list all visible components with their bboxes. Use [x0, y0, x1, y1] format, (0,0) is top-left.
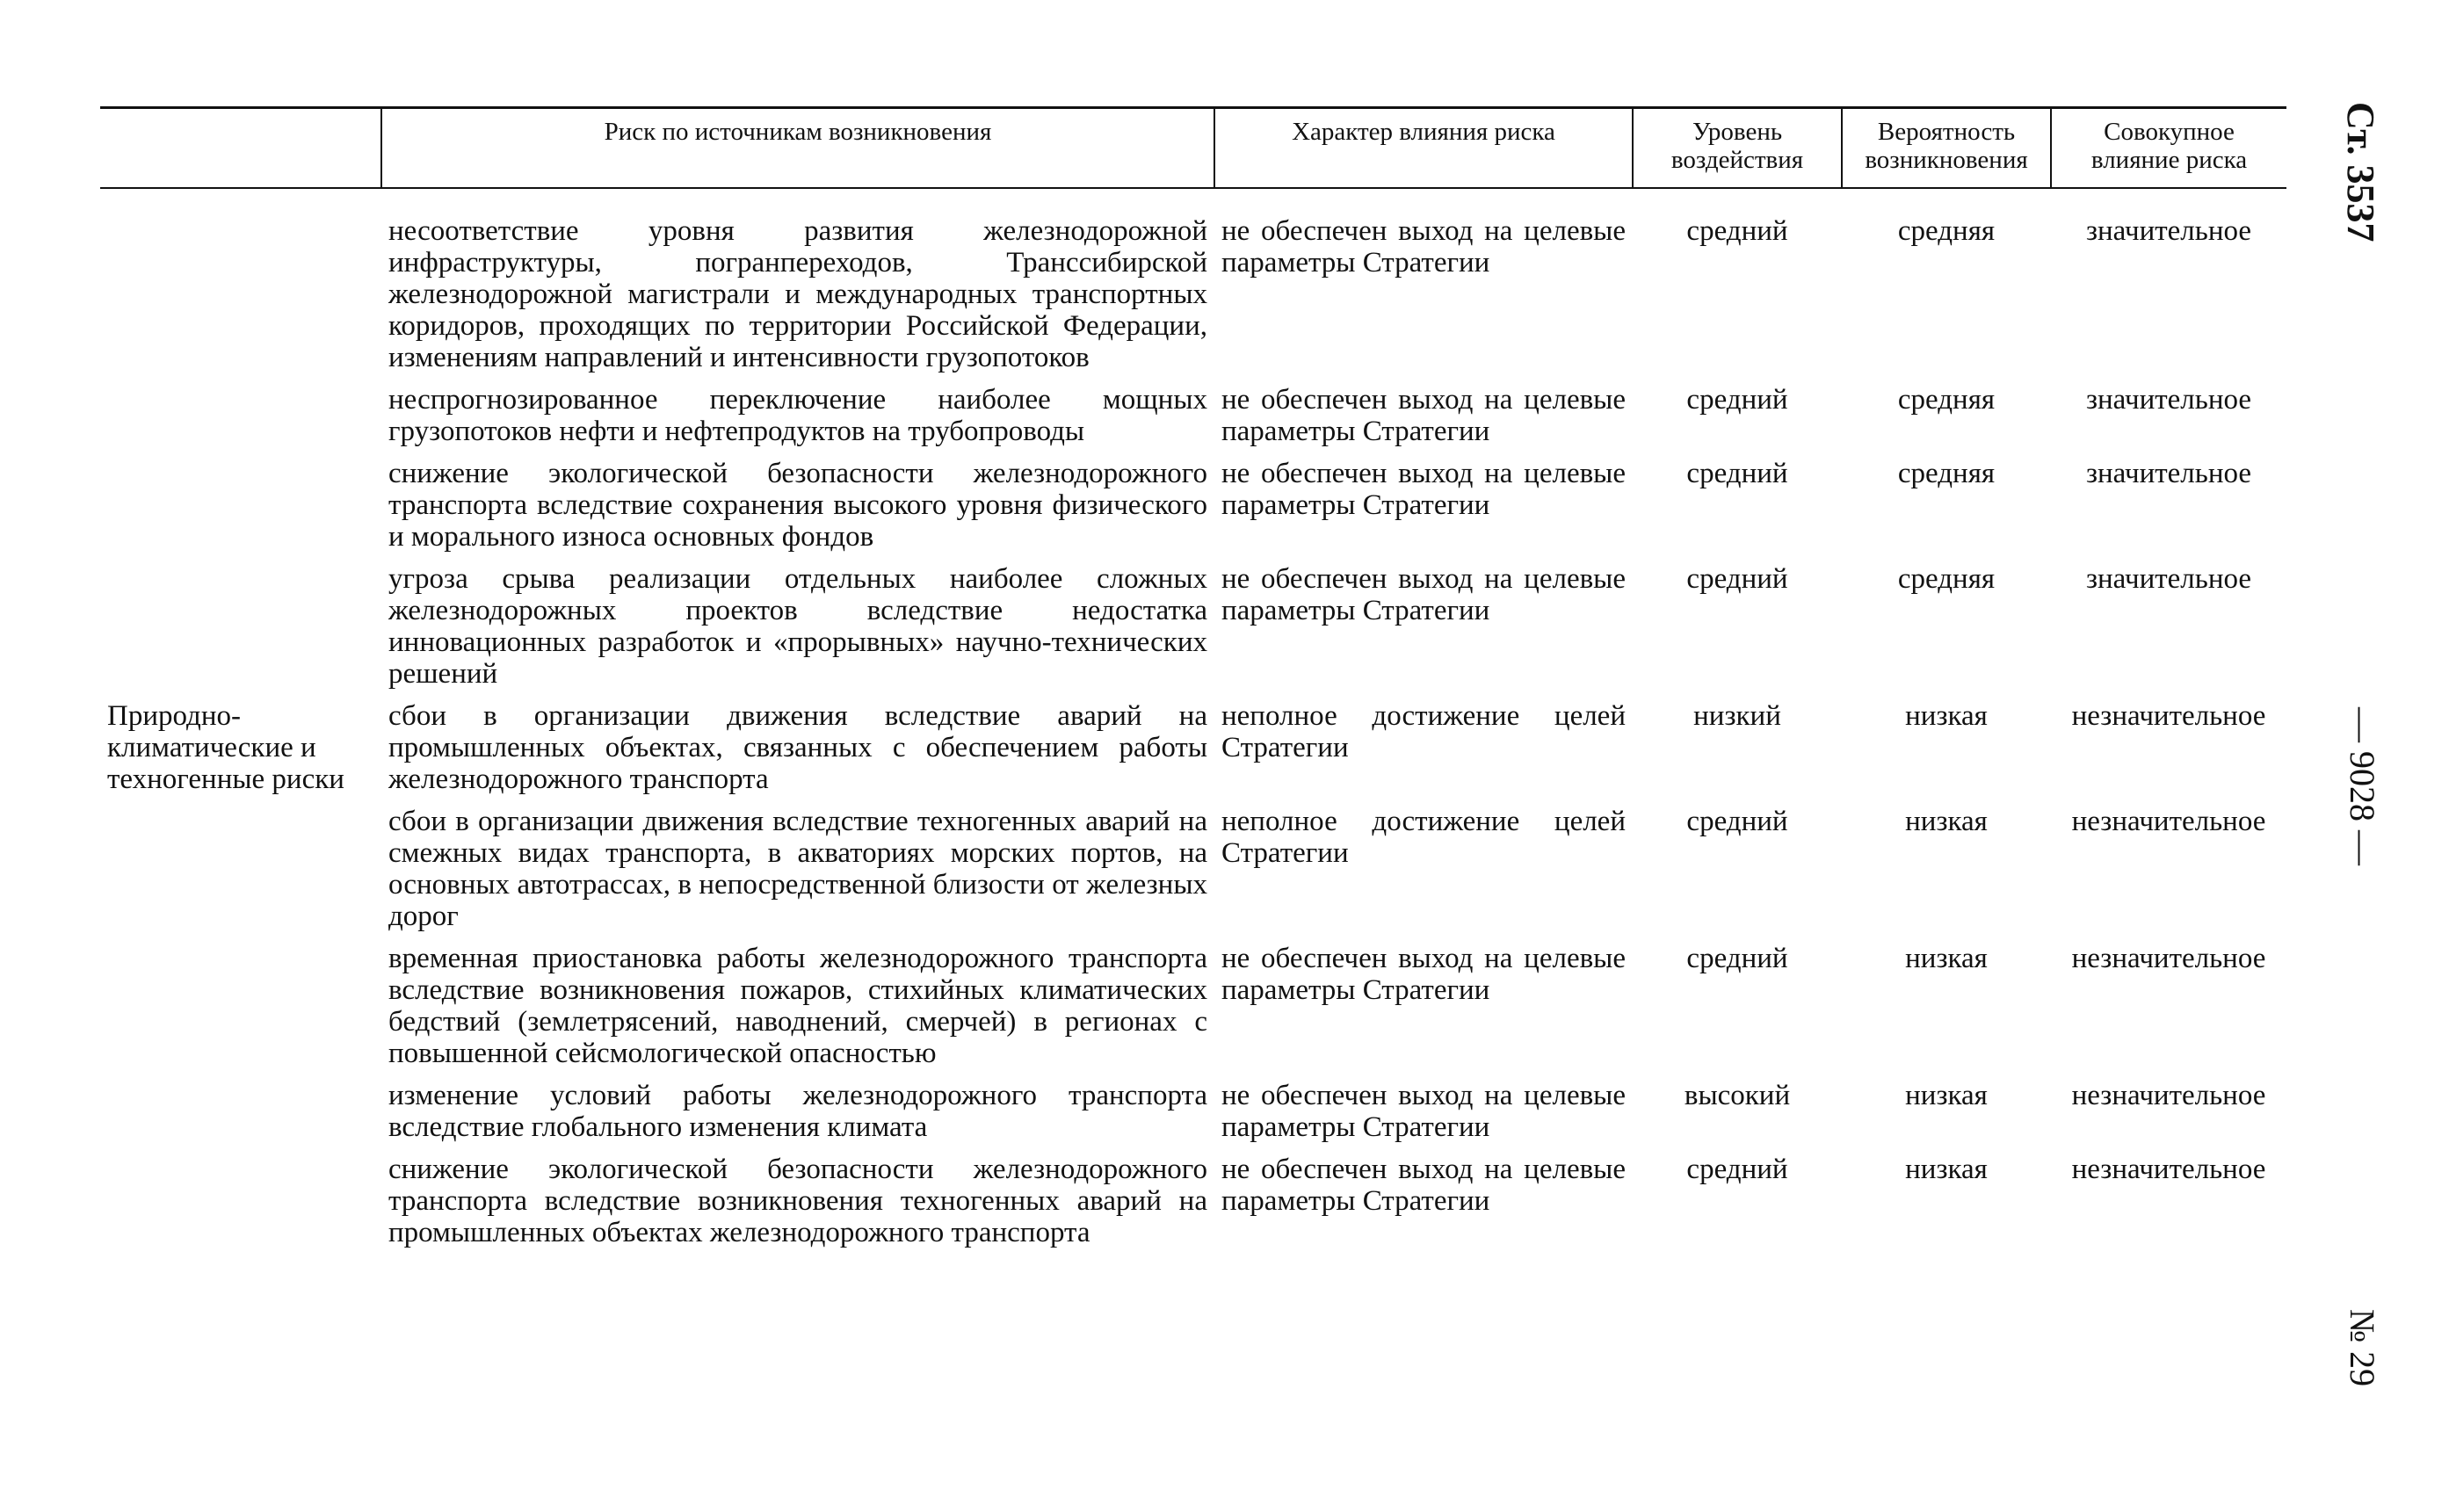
header-group [100, 108, 381, 189]
probability-cell: низкая [1905, 943, 1988, 974]
effect-cell: не обеспечен выход на целевые параметры Стратегии [1221, 943, 1626, 1006]
effect-cell: не обеспечен выход на целевые параметры Стратегии [1221, 1154, 1626, 1217]
level-cell: низкий [1693, 700, 1781, 732]
table-row [100, 188, 2286, 384]
risk-cell: изменение условий работы железнодорожного транспорта вследствие глобального изменения климата [388, 1080, 1207, 1143]
risk-cell: снижение экологической безопасности железнодорожного транспорта вследствие возникновения техногенных аварий на промышленных объектах железнодорожного транспорта [388, 1154, 1207, 1248]
risk-cell: временная приостановка работы железнодорожного транспорта вследствие возникновения пожаров, стихийных климатических бедствий (землетрясений, наводнений, смерчей) в регионах с повышенной сейсмологической опасностью [388, 943, 1207, 1069]
header-impact-level: Уровень воздействия [1633, 108, 1842, 189]
table-row [100, 458, 2286, 563]
probability-cell: средняя [1897, 384, 1996, 416]
table-row [100, 563, 2286, 700]
probability-cell: средняя [1897, 563, 1996, 595]
risk-cell: несоответствие уровня развития железнодорожной инфраструктуры, погранпереходов, Транссибирской железнодорожной магистрали и международных транспортных коридоров, проходящих по территории Российской Федерации, изменениям направлений и интенсивности грузопотоков [388, 215, 1207, 373]
impact-cell: значительное [2085, 384, 2252, 416]
impact-cell: значительное [2085, 215, 2252, 247]
group-cell [100, 458, 381, 563]
table-row [100, 384, 2286, 458]
effect-cell: неполное достижение целей Стратегии [1221, 700, 1626, 763]
risk-cell: сбои в организации движения вследствие аварий на промышленных объектах, связанных с обеспечением работы железнодорожного транспорта [388, 700, 1207, 795]
table-row [100, 1080, 2286, 1154]
header-risk-effect: Характер влияния риска [1214, 108, 1633, 189]
level-cell: средний [1686, 806, 1788, 837]
page-reference: Ст. 3537 [2339, 102, 2382, 242]
table-header [100, 108, 2286, 189]
group-cell [100, 384, 381, 458]
level-cell: средний [1686, 943, 1788, 974]
group-cell [100, 563, 381, 700]
level-cell: средний [1686, 1154, 1788, 1185]
table-row [100, 943, 2286, 1080]
impact-cell: незначительное [2071, 1080, 2266, 1111]
risk-cell: угроза срыва реализации отдельных наиболее сложных железнодорожных проектов вследствие недостатка инновационных разработок и «прорывных» научно-технических решений [388, 563, 1207, 690]
level-cell: средний [1686, 384, 1788, 416]
effect-cell: не обеспечен выход на целевые параметры Стратегии [1221, 384, 1626, 447]
impact-cell: незначительное [2071, 806, 2266, 837]
impact-cell: значительное [2085, 458, 2252, 489]
group-cell [100, 1154, 381, 1259]
probability-cell: низкая [1905, 700, 1988, 732]
issue-number: № 29 [2343, 1309, 2382, 1387]
risk-table [100, 106, 2286, 1259]
table-row [100, 700, 2286, 806]
group-cell: Природно-климатические и техногенные риски [107, 700, 344, 795]
impact-cell: незначительное [2071, 700, 2266, 732]
risk-cell: снижение экологической безопасности железнодорожного транспорта вследствие сохранения высокого уровня физического и морального износа основных фондов [388, 458, 1207, 553]
level-cell: средний [1686, 563, 1788, 595]
effect-cell: не обеспечен выход на целевые параметры Стратегии [1221, 458, 1626, 521]
header-total-impact: Совокупное влияние риска [2051, 108, 2286, 189]
group-cell [100, 806, 381, 943]
probability-cell: средняя [1897, 458, 1996, 489]
level-cell: высокий [1684, 1080, 1791, 1111]
impact-cell: незначительное [2071, 1154, 2266, 1185]
level-cell: средний [1686, 458, 1788, 489]
probability-cell: низкая [1905, 1154, 1988, 1185]
level-cell: средний [1686, 215, 1788, 247]
page-number: — 9028 — [2343, 707, 2382, 865]
header-risk-source: Риск по источникам возникновения [381, 108, 1214, 189]
effect-cell: не обеспечен выход на целевые параметры Стратегии [1221, 1080, 1626, 1143]
effect-cell: не обеспечен выход на целевые параметры Стратегии [1221, 563, 1626, 626]
group-cell [100, 188, 381, 384]
impact-cell: незначительное [2071, 943, 2266, 974]
effect-cell: не обеспечен выход на целевые параметры Стратегии [1221, 215, 1626, 279]
risk-table-container [100, 106, 2286, 1259]
risk-cell: неспрогнозированное переключение наиболее мощных грузопотоков нефти и нефтепродуктов на трубопроводы [388, 384, 1207, 447]
impact-cell: значительное [2085, 563, 2252, 595]
table-row [100, 806, 2286, 943]
probability-cell: низкая [1905, 806, 1988, 837]
probability-cell: средняя [1897, 215, 1996, 247]
header-probability: Вероятность возникновения [1842, 108, 2051, 189]
risk-cell: сбои в организации движения вследствие техногенных аварий на смежных видах транспорта, в акваториях морских портов, на основных автотрассах, в непосредственной близости от железных дорог [388, 806, 1207, 932]
table-body [100, 188, 2286, 1259]
probability-cell: низкая [1905, 1080, 1988, 1111]
effect-cell: неполное достижение целей Стратегии [1221, 806, 1626, 869]
group-cell [100, 943, 381, 1080]
group-cell [100, 1080, 381, 1154]
table-row [100, 1154, 2286, 1259]
